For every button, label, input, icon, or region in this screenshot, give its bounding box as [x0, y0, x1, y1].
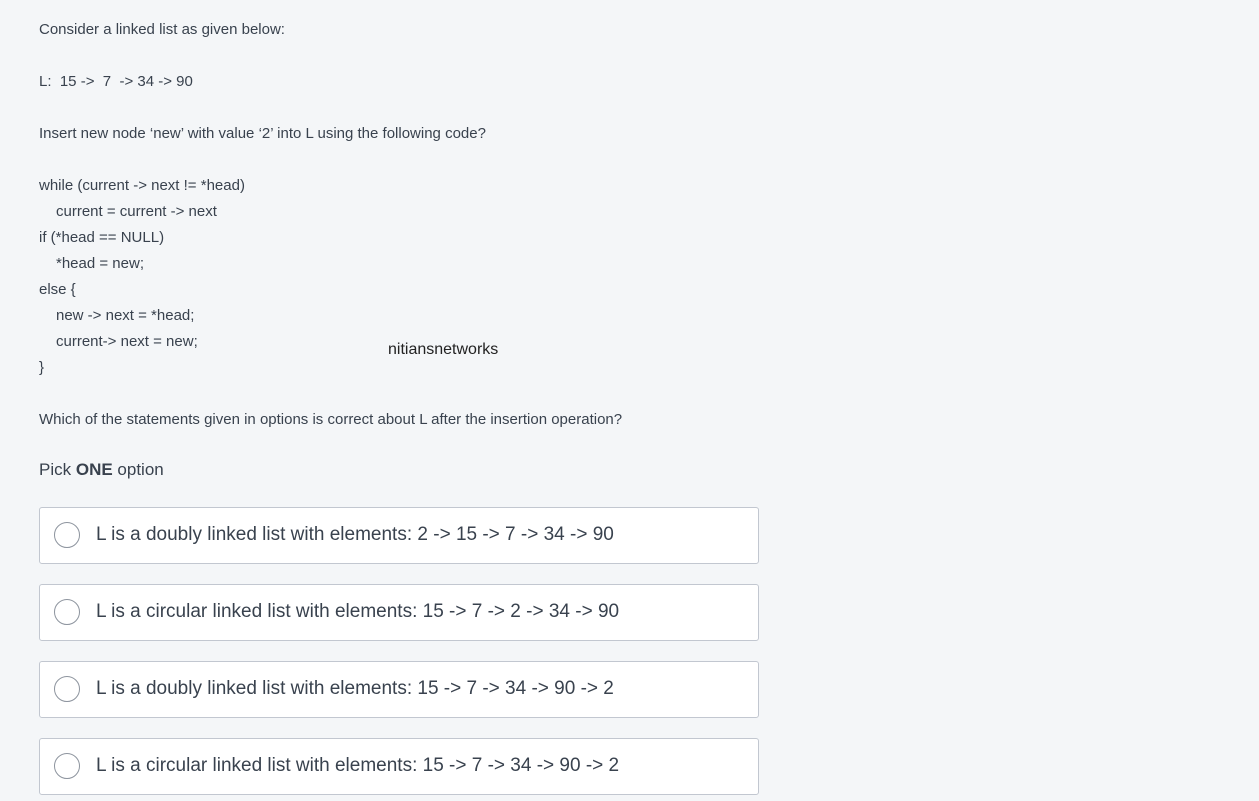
- pick-instruction: [39, 460, 164, 480]
- linked-list-definition: L: 15 -> 7 -> 34 -> 90: [39, 73, 193, 90]
- option-label: L is a circular linked list with elements: 15 -> 7 -> 2 -> 34 -> 90: [96, 601, 620, 622]
- question-intro: Consider a linked list as given below:: [39, 21, 285, 38]
- radio-button[interactable]: [54, 753, 80, 779]
- code-line: *head = new;: [56, 255, 144, 272]
- watermark-text: nitiansnetworks: [388, 341, 499, 358]
- pick-prefix: Pick: [39, 460, 76, 479]
- code-line: }: [39, 359, 45, 376]
- code-line: current = current -> next: [56, 203, 217, 220]
- answer-option-4[interactable]: [39, 738, 759, 795]
- code-line: new -> next = *head;: [56, 307, 195, 324]
- code-line: if (*head == NULL): [39, 229, 165, 246]
- option-label: L is a doubly linked list with elements: 2 -> 15 -> 7 -> 34 -> 90: [96, 524, 614, 545]
- code-line: while (current -> next != *head): [39, 177, 245, 194]
- radio-button[interactable]: [54, 522, 80, 548]
- code-line: else {: [39, 281, 76, 298]
- answer-option-1[interactable]: [39, 507, 759, 564]
- answer-option-3[interactable]: [39, 661, 759, 718]
- answer-option-2[interactable]: [39, 584, 759, 641]
- option-label: L is a doubly linked list with elements: 15 -> 7 -> 34 -> 90 -> 2: [96, 678, 614, 699]
- question-prompt: Which of the statements given in options is correct about L after the insertion operation?: [39, 411, 623, 428]
- code-line: current-> next = new;: [56, 333, 198, 350]
- question-instruction: Insert new node ‘new’ with value ‘2’ into L using the following code?: [39, 125, 486, 142]
- radio-button[interactable]: [54, 599, 80, 625]
- pick-emphasis: ONE: [75, 460, 113, 479]
- pick-suffix: option: [112, 460, 164, 479]
- radio-button[interactable]: [54, 676, 80, 702]
- option-label: L is a circular linked list with elements: 15 -> 7 -> 34 -> 90 -> 2: [96, 755, 620, 776]
